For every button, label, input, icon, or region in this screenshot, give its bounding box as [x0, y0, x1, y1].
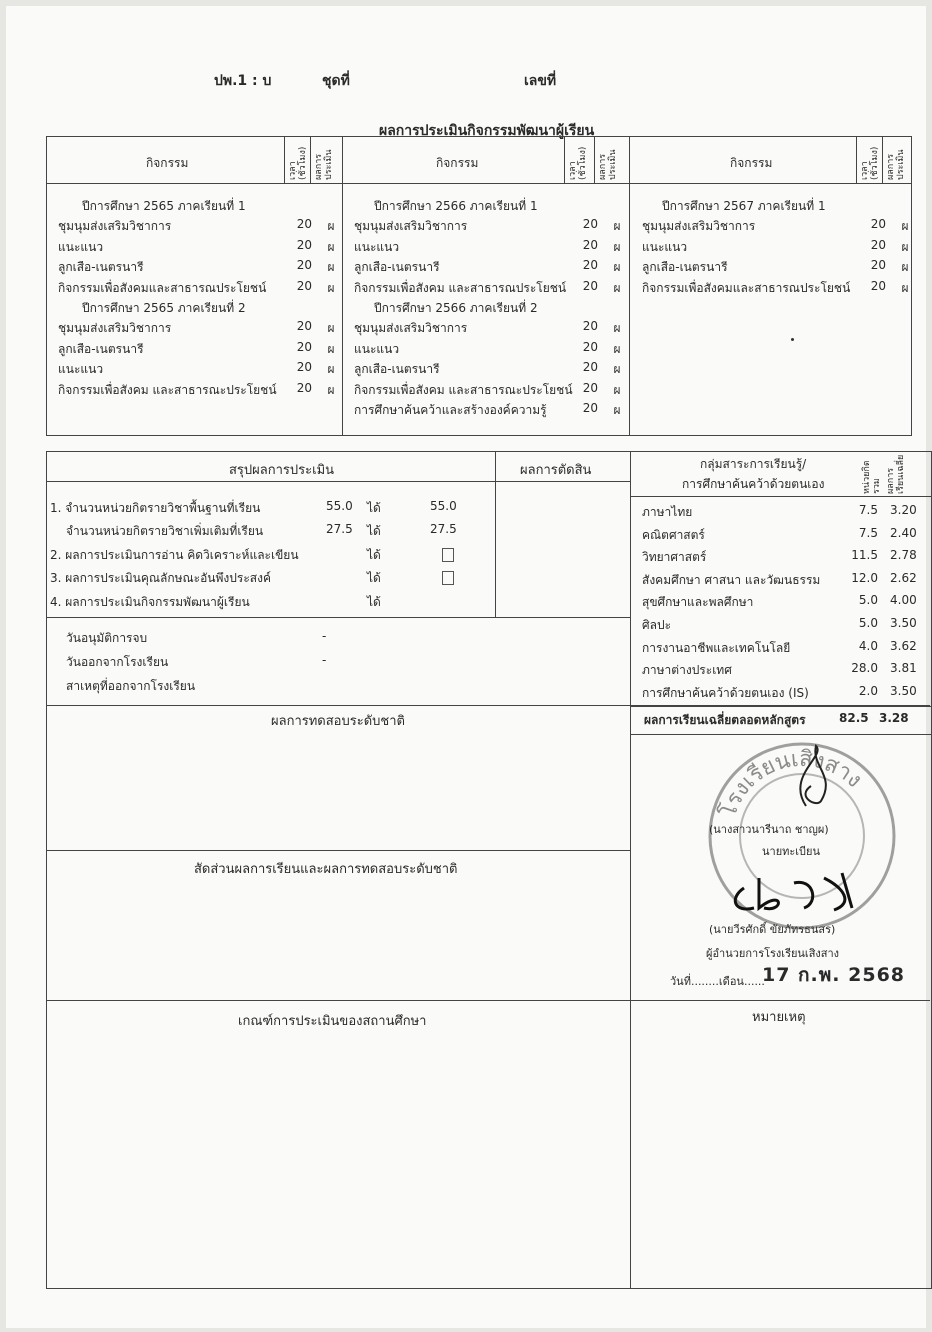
subject-name: การศึกษาค้นคว้าด้วยตนเอง (IS) — [642, 685, 809, 700]
activity-result: ผ — [613, 341, 621, 356]
summary-title: สรุปผลการประเมิน — [229, 463, 335, 478]
subject-credits: 28.0 — [851, 661, 878, 676]
registrar-name: (นางสาวนารีนาถ ชาญผ) — [709, 823, 829, 836]
leave-reason-label: สาเหตุที่ออกจากโรงเรียน — [66, 679, 196, 693]
activity-name: ชุมนุมส่งเสริมวิชาการ — [58, 321, 172, 336]
director-name: (นายวีรศักดิ์ ขัยภัทรธนสร) — [709, 923, 836, 936]
activity-hours: 20 — [296, 339, 312, 354]
subject-credits: 5.0 — [858, 616, 878, 630]
subject-name: วิทยาศาสตร์ — [642, 550, 707, 565]
gpa-total-gpa: 3.28 — [879, 711, 909, 725]
hours-header-3: เวลา (ชั่วโมง) — [860, 146, 880, 180]
activity-name: กิจกรรมเพื่อสังคมและสาธารณประโยชน์ — [58, 280, 267, 295]
summary-status: ได้ — [367, 501, 381, 515]
subject-gpa: 4.00 — [890, 593, 917, 608]
form-code: ปพ.1 : บ — [214, 73, 272, 89]
activity-result: ผ — [613, 239, 621, 254]
subject-credits: 4.0 — [858, 638, 878, 653]
activity-name: ลูกเสือ-เนตรนารี — [642, 260, 728, 275]
summary-label: 1. จำนวนหน่วยกิตรายวิชาพื้นฐานที่เรียน — [50, 501, 261, 515]
gpa-total-credits: 82.5 — [839, 711, 869, 725]
activity-name: กิจกรรมเพื่อสังคม และสาธารณประโยชน์ — [354, 280, 567, 295]
summary-earned: 27.5 — [430, 522, 457, 536]
activity-result: ผ — [901, 239, 909, 254]
remarks-title: หมายเหตุ — [752, 1010, 806, 1025]
result-header-1: ผลการประเมิน — [314, 149, 334, 180]
activity-result: ผ — [901, 219, 909, 234]
activity-hours: 20 — [582, 258, 598, 273]
term-label: ปีการศึกษา 2565 ภาคเรียนที่ 2 — [82, 301, 246, 315]
activity-name: กิจกรรมเพื่อสังคมและสาธารณประโยชน์ — [642, 280, 851, 295]
ratio-title: สัดส่วนผลการเรียนและผลการทดสอบระดับชาติ — [194, 862, 458, 877]
subject-name: สังคมศึกษา ศาสนา และวัฒนธรรม — [642, 572, 821, 587]
activity-name: กิจกรรมเพื่อสังคม และสาธารณะประโยชน์ — [58, 382, 277, 397]
director-title: ผู้อำนวยการโรงเรียนเสิงสาง — [706, 947, 840, 960]
term-label: ปีการศึกษา 2567 ภาคเรียนที่ 1 — [662, 199, 826, 213]
subject-gpa: 2.40 — [890, 525, 917, 540]
activity-result: ผ — [613, 260, 621, 275]
activity-title: ผลการประเมินกิจกรรมพัฒนาผู้เรียน — [379, 123, 595, 139]
activity-result: ผ — [613, 403, 621, 417]
activity-result: ผ — [327, 321, 335, 336]
activity-hours: 20 — [296, 217, 312, 232]
activity-result: ผ — [613, 219, 621, 234]
registrar-signature — [766, 736, 856, 816]
summary-earned: 55.0 — [430, 499, 457, 513]
summary-label: จำนวนหน่วยกิตรายวิชาเพิ่มเติมที่เรียน — [66, 524, 264, 538]
activity-result: ผ — [613, 321, 621, 336]
graduation-date-value: - — [322, 629, 327, 643]
subject-credits: 7.5 — [858, 503, 878, 517]
decision-title: ผลการตัดสิน — [520, 463, 592, 478]
subject-credits: 12.0 — [851, 570, 878, 585]
subject-credits: 2.0 — [858, 683, 878, 698]
summary-label: 3. ผลการประเมินคุณลักษณะอันพึงประสงค์ — [50, 571, 271, 585]
activity-result: ผ — [327, 362, 335, 377]
activity-header-1: กิจกรรม — [146, 156, 189, 170]
subject-gpa: 2.78 — [890, 548, 917, 563]
subject-gpa: 2.62 — [890, 570, 917, 585]
activity-header-3: กิจกรรม — [730, 156, 773, 170]
number-label: เลขที่ — [524, 73, 557, 89]
subject-gpa: 3.81 — [890, 661, 917, 676]
activity-hours: 20 — [582, 360, 598, 375]
activity-name: ชุมนุมส่งเสริมวิชาการ — [354, 321, 468, 336]
gpa-header: ผลการเรียนเฉลี่ย — [886, 454, 906, 494]
dot-mark — [791, 338, 794, 341]
activity-name: กิจกรรมเพื่อสังคม และสาธารณะประโยชน์ — [354, 382, 573, 397]
activity-hours: 20 — [582, 339, 598, 354]
summary-status: ได้ — [367, 548, 381, 562]
criteria-title: เกณฑ์การประเมินของสถานศึกษา — [238, 1014, 427, 1029]
leave-date-value: - — [322, 653, 327, 667]
activity-hours: 20 — [870, 237, 886, 252]
activity-hours: 20 — [296, 360, 312, 375]
activity-name: แนะแนว — [58, 239, 104, 254]
hours-header-2: เวลา (ชั่วโมง) — [568, 146, 588, 180]
activity-result: ผ — [327, 382, 335, 397]
summary-status: ได้ — [367, 595, 381, 609]
date-label: วันที่........เดือน...... — [670, 975, 765, 988]
result-header-2: ผลการประเมิน — [598, 149, 618, 180]
subject-credits: 5.0 — [858, 593, 878, 608]
graduation-date-label: วันอนุมัติการจบ — [66, 631, 148, 645]
activity-header-2: กิจกรรม — [436, 156, 479, 170]
summary-value: 27.5 — [326, 522, 353, 536]
activity-name: ลูกเสือ-เนตรนารี — [58, 341, 144, 356]
activity-hours: 20 — [870, 258, 886, 273]
subject-gpa: 3.50 — [890, 683, 917, 698]
gpa-total-label: ผลการเรียนเฉลี่ยตลอดหลักสูตร — [644, 713, 806, 727]
activity-hours: 20 — [870, 278, 886, 293]
activity-hours: 20 — [582, 380, 598, 395]
subject-name: ภาษาไทย — [642, 505, 693, 519]
hours-header-1: เวลา (ชั่วโมง) — [288, 146, 308, 180]
activity-result: ผ — [327, 239, 335, 254]
activity-name: ชุมนุมส่งเสริมวิชาการ — [642, 219, 756, 234]
activity-name: แนะแนว — [354, 341, 400, 356]
registrar-title: นายทะเบียน — [762, 845, 821, 858]
activity-name: ลูกเสือ-เนตรนารี — [354, 260, 440, 275]
activity-name: แนะแนว — [642, 239, 688, 254]
subject-name: ศิลปะ — [642, 618, 672, 632]
activity-result: ผ — [327, 341, 335, 356]
activity-hours: 20 — [296, 380, 312, 395]
subject-credits: 7.5 — [858, 525, 878, 540]
activity-hours: 20 — [296, 278, 312, 293]
term-label: ปีการศึกษา 2566 ภาคเรียนที่ 2 — [374, 301, 538, 315]
svg-text:โรงเรียนเสิงสาง: โรงเรียนเสิงสาง — [716, 746, 867, 821]
activity-hours: 20 — [870, 217, 886, 232]
activity-name: แนะแนว — [354, 239, 400, 254]
subject-name: ภาษาต่างประเทศ — [642, 663, 732, 678]
subject-gpa: 3.62 — [890, 638, 917, 653]
national-test-title: ผลการทดสอบระดับชาติ — [271, 714, 405, 729]
activity-result: ผ — [613, 382, 621, 397]
activity-result: ผ — [901, 260, 909, 275]
activity-hours: 20 — [582, 319, 598, 334]
summary-status: ได้ — [367, 524, 381, 538]
leave-date-label: วันออกจากโรงเรียน — [66, 655, 169, 669]
set-label: ชุดที่ — [322, 73, 350, 89]
term-label: ปีการศึกษา 2566 ภาคเรียนที่ 1 — [374, 199, 538, 213]
activity-name: แนะแนว — [58, 362, 104, 377]
summary-status: ได้ — [367, 571, 381, 585]
activity-result: ผ — [613, 280, 621, 295]
subject-gpa: 3.50 — [890, 616, 917, 630]
activity-hours: 20 — [582, 217, 598, 232]
activity-hours: 20 — [582, 237, 598, 252]
activity-hours: 20 — [296, 319, 312, 334]
subject-credits: 11.5 — [851, 548, 878, 563]
activity-name: ลูกเสือ-เนตรนารี — [354, 362, 440, 377]
activity-name: ชุมนุมส่งเสริมวิชาการ — [58, 219, 172, 234]
subject-gpa: 3.20 — [890, 503, 917, 517]
activity-result: ผ — [327, 260, 335, 275]
subjects-title-2: การศึกษาค้นคว้าด้วยตนเอง — [682, 477, 825, 491]
issue-date: 17 ก.พ. 2568 — [762, 964, 906, 986]
result-header-3: ผลการประเมิน — [886, 149, 906, 180]
activity-name: การศึกษาค้นคว้าและสร้างองค์ความรู้ — [354, 403, 547, 417]
activity-hours: 20 — [582, 401, 598, 415]
subject-name: คณิตศาสตร์ — [642, 527, 705, 542]
activity-result: ผ — [327, 219, 335, 234]
activity-hours: 20 — [296, 237, 312, 252]
activity-name: ชุมนุมส่งเสริมวิชาการ — [354, 219, 468, 234]
director-signature — [724, 858, 874, 918]
activity-result: ผ — [613, 362, 621, 377]
document-page — [6, 6, 926, 1328]
term-label: ปีการศึกษา 2565 ภาคเรียนที่ 1 — [82, 199, 246, 213]
summary-value: 55.0 — [326, 499, 353, 513]
summary-label: 4. ผลการประเมินกิจกรรมพัฒนาผู้เรียน — [50, 595, 250, 609]
subjects-title-1: กลุ่มสาระการเรียนรู้/ — [700, 457, 807, 471]
subject-name: การงานอาชีพและเทคโนโลยี — [642, 640, 791, 655]
activity-hours: 20 — [582, 278, 598, 293]
summary-label: 2. ผลการประเมินการอ่าน คิดวิเคราะห์และเขียน — [50, 548, 299, 562]
activity-name: ลูกเสือ-เนตรนารี — [58, 260, 144, 275]
checkbox[interactable] — [442, 567, 454, 586]
activity-result: ผ — [327, 280, 335, 295]
activity-hours: 20 — [296, 258, 312, 273]
checkbox[interactable] — [442, 544, 454, 563]
activity-result: ผ — [901, 280, 909, 295]
credits-header: หน่วยกิตรวม — [862, 460, 882, 494]
subject-name: สุขศึกษาและพลศึกษา — [642, 595, 754, 610]
